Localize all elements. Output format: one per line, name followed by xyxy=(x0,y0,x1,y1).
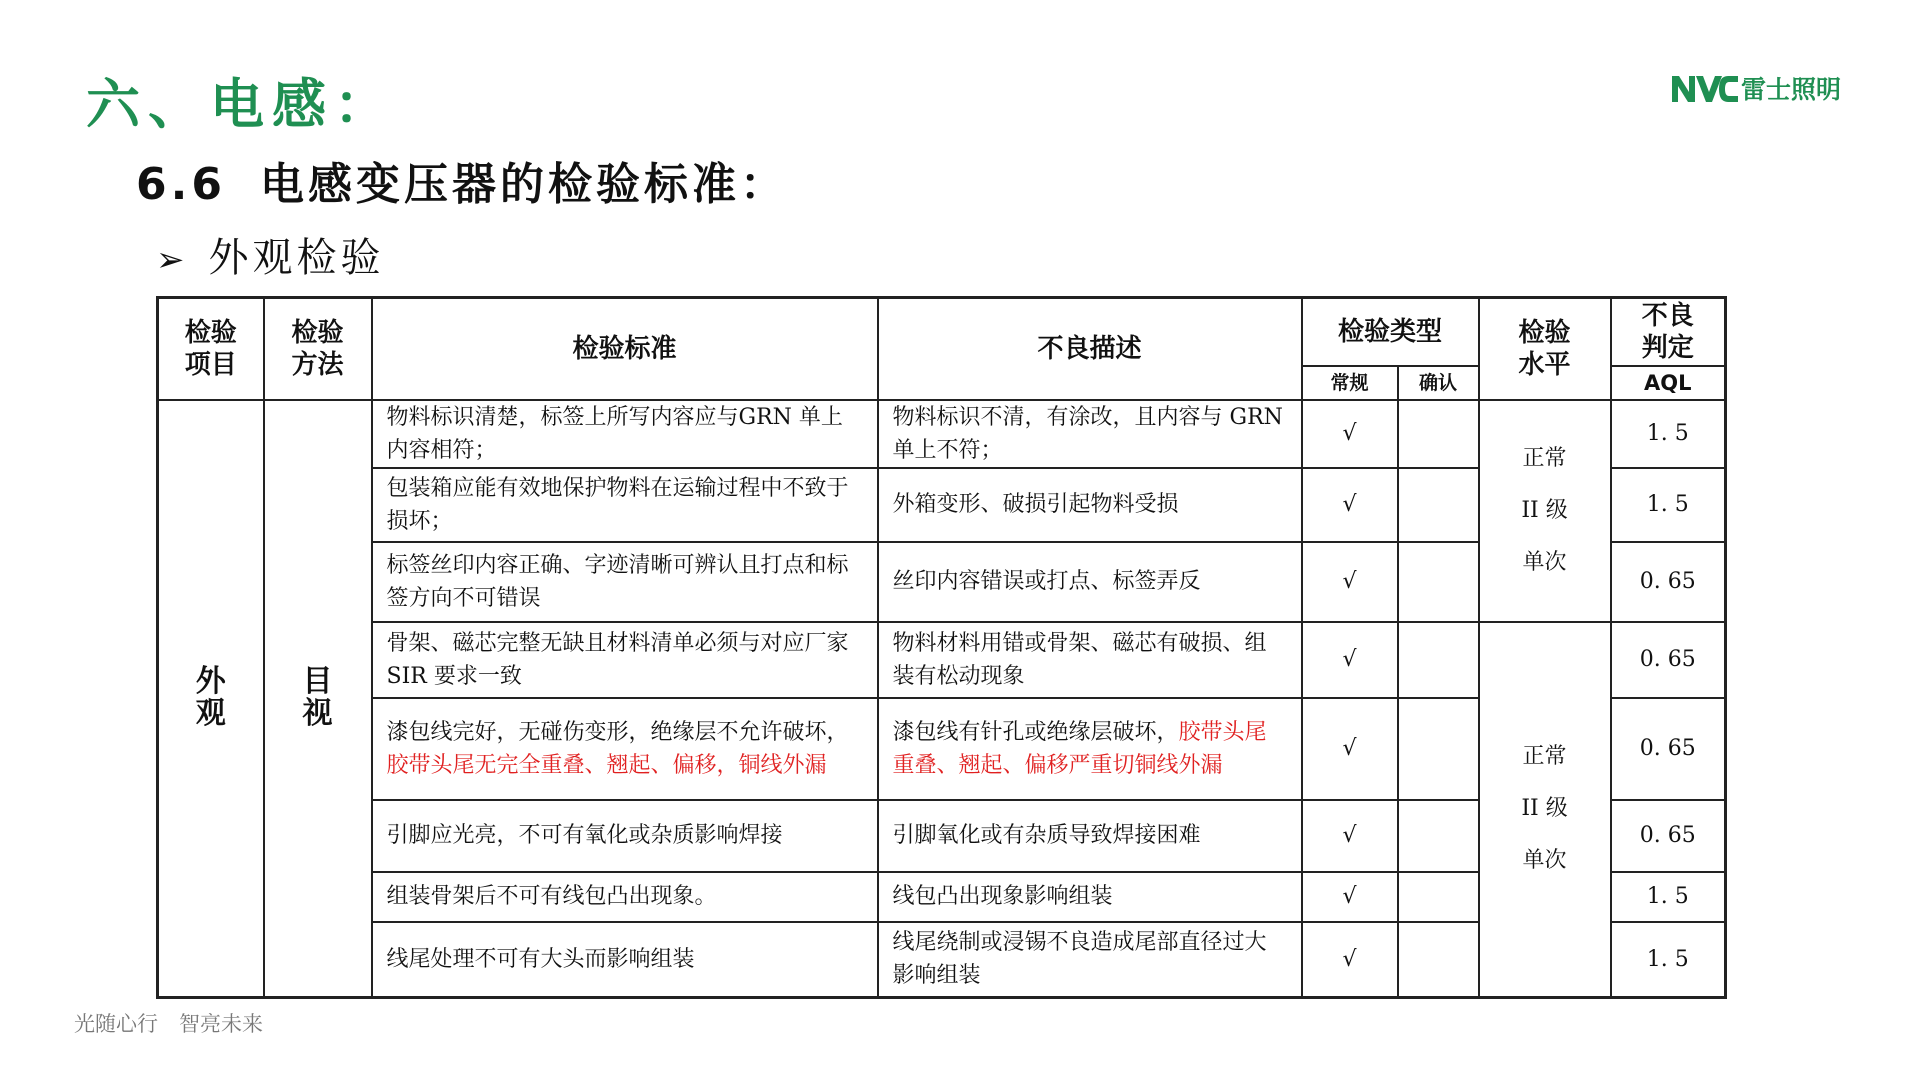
bullet-heading xyxy=(156,226,385,283)
regular-check: √ xyxy=(1302,800,1398,872)
brand-name: 雷士照明 xyxy=(1741,75,1842,104)
confirm-check xyxy=(1398,872,1479,922)
section-number: 6.6 xyxy=(136,159,226,210)
defect-cell: 外箱变形、破损引起物料受损 xyxy=(878,468,1302,542)
section-title-text: 电感变压器的检验标准： xyxy=(259,159,788,210)
brand-logo xyxy=(1672,68,1841,108)
aql-value: 0. 65 xyxy=(1611,698,1726,800)
regular-check: √ xyxy=(1302,698,1398,800)
header-standard: 检验标准 xyxy=(372,298,878,400)
standard-cell: 标签丝印内容正确、字迹清晰可辨认且打点和标签方向不可错误 xyxy=(372,542,878,622)
aql-value: 1. 5 xyxy=(1611,468,1726,542)
defect-cell: 线包凸出现象影响组装 xyxy=(878,872,1302,922)
aql-value: 1. 5 xyxy=(1611,400,1726,468)
defect-cell: 丝印内容错误或打点、标签弄反 xyxy=(878,542,1302,622)
standard-cell: 引脚应光亮，不可有氧化或杂质影响焊接 xyxy=(372,800,878,872)
bullet-text: 外观检验 xyxy=(208,235,385,281)
standard-cell: 包装箱应能有效地保护物料在运输过程中不致于损坏； xyxy=(372,468,878,542)
nvc-logo-icon xyxy=(1672,72,1738,104)
table-row xyxy=(158,622,1726,698)
standard-cell: 物料标识清楚，标签上所写内容应与GRN 单上内容相符； xyxy=(372,400,878,468)
defect-cell: 物料标识不清，有涂改，且内容与 GRN 单上不符； xyxy=(878,400,1302,468)
confirm-check xyxy=(1398,622,1479,698)
page-title: 六、电感： xyxy=(86,73,396,136)
defect-cell: 引脚氧化或有杂质导致焊接困难 xyxy=(878,800,1302,872)
confirm-check xyxy=(1398,698,1479,800)
defect-cell: 漆包线有针孔或绝缘层破坏，胶带头尾重叠、翘起、偏移严重切铜线外漏 xyxy=(878,698,1302,800)
section-title xyxy=(136,148,788,212)
aql-value: 0. 65 xyxy=(1611,800,1726,872)
header-type: 检验类型 xyxy=(1302,298,1479,366)
confirm-check xyxy=(1398,800,1479,872)
regular-check: √ xyxy=(1302,400,1398,468)
defect-cell: 物料材料用错或骨架、磁芯有破损、组装有松动现象 xyxy=(878,622,1302,698)
level-cell: 正常 II 级 单次 xyxy=(1479,400,1611,622)
item-cell: 外 观 xyxy=(158,400,264,998)
regular-check: √ xyxy=(1302,872,1398,922)
standard-cell: 线尾处理不可有大头而影响组装 xyxy=(372,922,878,998)
confirm-check xyxy=(1398,468,1479,542)
confirm-check xyxy=(1398,542,1479,622)
confirm-check xyxy=(1398,922,1479,998)
header-method: 检验 方法 xyxy=(264,298,372,400)
regular-check: √ xyxy=(1302,622,1398,698)
aql-value: 0. 65 xyxy=(1611,622,1726,698)
table-row xyxy=(158,400,1726,468)
method-cell: 目 视 xyxy=(264,400,372,998)
header-level: 检验 水平 xyxy=(1479,298,1611,400)
defect-cell: 线尾绕制或浸锡不良造成尾部直径过大影响组装 xyxy=(878,922,1302,998)
standard-cell: 骨架、磁芯完整无缺且材料清单必须与对应厂家 SIR 要求一致 xyxy=(372,622,878,698)
aql-value: 0. 65 xyxy=(1611,542,1726,622)
regular-check: √ xyxy=(1302,542,1398,622)
header-defect: 不良描述 xyxy=(878,298,1302,400)
standard-cell: 组装骨架后不可有线包凸出现象。 xyxy=(372,872,878,922)
standard-cell: 漆包线完好，无碰伤变形，绝缘层不允许破坏，胶带头尾无完全重叠、翘起、偏移，铜线外漏 xyxy=(372,698,878,800)
arrow-bullet-icon: ➢ xyxy=(156,240,189,280)
level-cell: 正常 II 级 单次 xyxy=(1479,622,1611,998)
footer-slogan: 光随心行 智亮未来 xyxy=(74,1012,263,1036)
header-judge: 不良 判定 xyxy=(1611,298,1726,366)
header-aql: AQL xyxy=(1611,366,1726,400)
regular-check: √ xyxy=(1302,922,1398,998)
aql-value: 1. 5 xyxy=(1611,872,1726,922)
confirm-check xyxy=(1398,400,1479,468)
header-item: 检验 项目 xyxy=(158,298,264,400)
header-type-confirm: 确认 xyxy=(1398,366,1479,400)
aql-value: 1. 5 xyxy=(1611,922,1726,998)
inspection-table xyxy=(156,296,1727,999)
header-type-regular: 常规 xyxy=(1302,366,1398,400)
regular-check: √ xyxy=(1302,468,1398,542)
